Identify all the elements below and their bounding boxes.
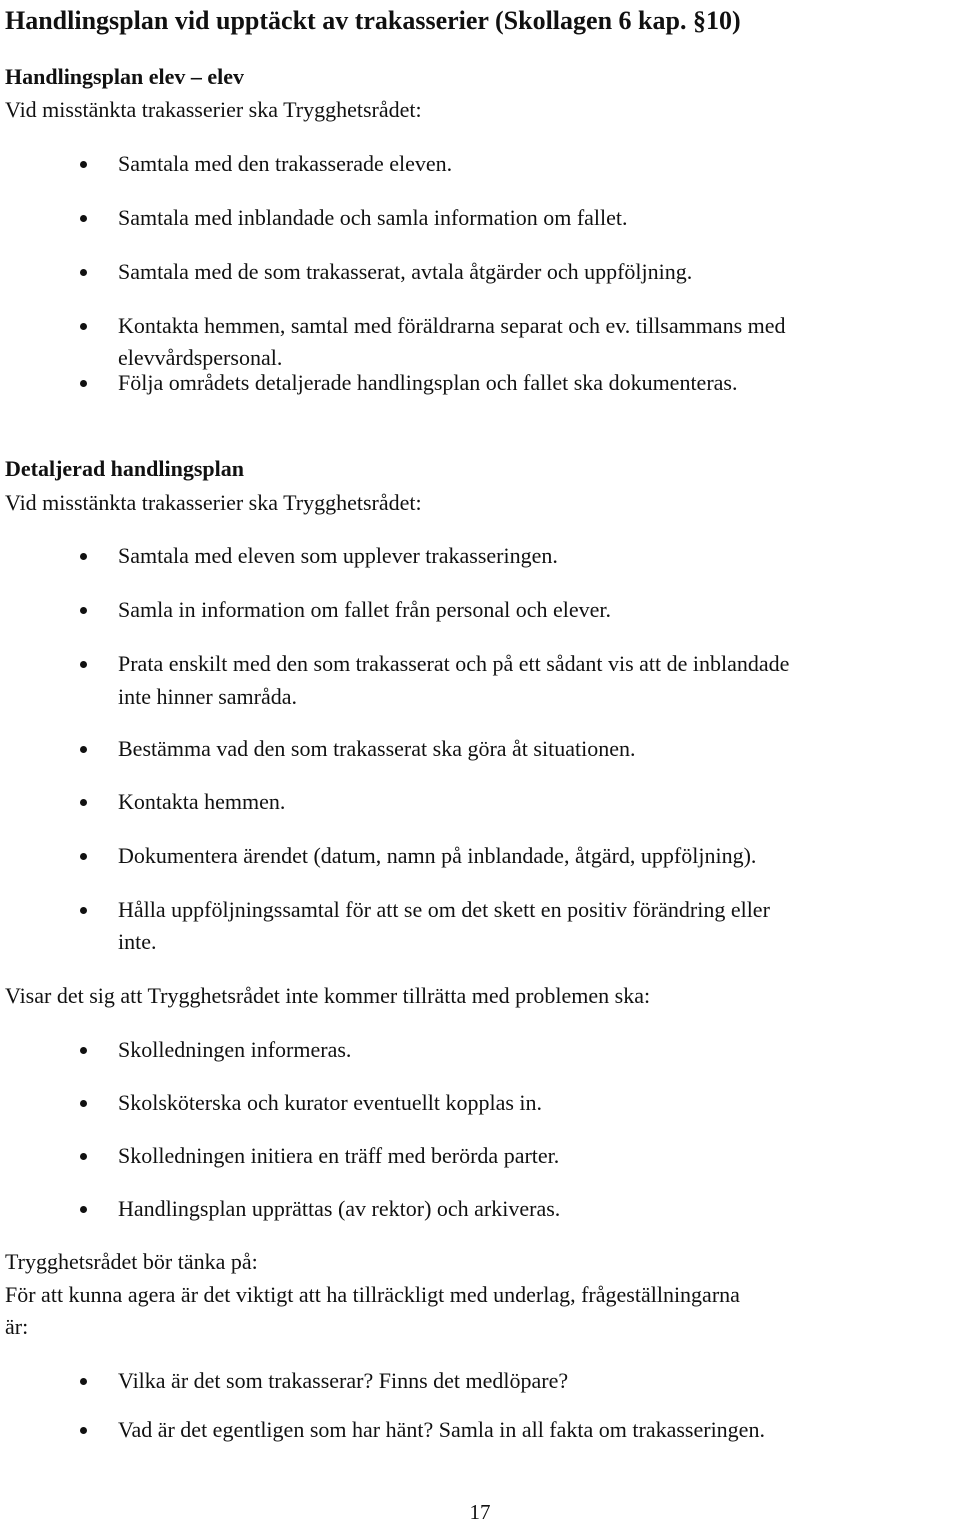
- section-intro-continuation: är:: [5, 1314, 29, 1339]
- bullet-icon: [80, 907, 87, 914]
- list-item-text: Hålla uppföljningssamtal för att se om det skett en positiv förändring eller: [118, 897, 770, 922]
- list-item-text: Skolledningen initiera en träff med berörda parter.: [118, 1143, 560, 1168]
- list-item-text: inte.: [118, 929, 157, 954]
- bullet-icon: [80, 607, 87, 614]
- section-heading-tanka-pa: Trygghetsrådet bör tänka på:: [5, 1249, 258, 1274]
- list-item-text: Vilka är det som trakasserar? Finns det medlöpare?: [118, 1368, 569, 1393]
- bullet-icon: [80, 746, 87, 753]
- section-heading-elev-elev: Handlingsplan elev – elev: [5, 64, 244, 89]
- page-number: 17: [469, 1500, 491, 1524]
- bullet-icon: [80, 323, 87, 330]
- bullet-icon: [80, 380, 87, 387]
- list-item-text: Prata enskilt med den som trakasserat och på ett sådant vis att de inblandade: [118, 651, 790, 676]
- list-item-text: Vad är det egentligen som har hänt? Samla in all fakta om trakasseringen.: [118, 1417, 765, 1442]
- bullet-icon: [80, 1100, 87, 1107]
- bullet-icon: [80, 1153, 87, 1160]
- list-item-text: Kontakta hemmen, samtal med föräldrarna separat och ev. tillsammans med: [118, 313, 786, 338]
- list-item-text: Samtala med inblandade och samla information om fallet.: [118, 205, 628, 230]
- list-item-text: Skolledningen informeras.: [118, 1037, 352, 1062]
- bullet-icon: [80, 553, 87, 560]
- list-item-text: Bestämma vad den som trakasserat ska göra åt situationen.: [118, 736, 636, 761]
- section-intro: Visar det sig att Trygghetsrådet inte kommer tillrätta med problemen ska:: [5, 983, 651, 1008]
- bullet-icon: [80, 1378, 87, 1385]
- bullet-icon: [80, 215, 87, 222]
- section-heading-detaljerad: Detaljerad handlingsplan: [5, 456, 244, 481]
- list-item-text: Följa områdets detaljerade handlingsplan och fallet ska dokumenteras.: [118, 370, 738, 395]
- list-item-text: Samla in information om fallet från personal och elever.: [118, 597, 612, 622]
- list-item-text: Samtala med den trakasserade eleven.: [118, 151, 453, 176]
- list-item-text: inte hinner samråda.: [118, 684, 297, 709]
- bullet-icon: [80, 269, 87, 276]
- bullet-icon: [80, 1427, 87, 1434]
- list-item-text: Samtala med eleven som upplever trakasseringen.: [118, 543, 558, 568]
- section-intro: Vid misstänkta trakasserier ska Trygghetsrådet:: [5, 490, 422, 515]
- bullet-icon: [80, 161, 87, 168]
- list-item-text: Kontakta hemmen.: [118, 789, 286, 814]
- list-item-text: Skolsköterska och kurator eventuellt kopplas in.: [118, 1090, 543, 1115]
- list-item-text: elevvårdspersonal.: [118, 345, 283, 370]
- bullet-icon: [80, 1047, 87, 1054]
- section-intro: Vid misstänkta trakasserier ska Trygghetsrådet:: [5, 97, 422, 122]
- bullet-icon: [80, 1206, 87, 1213]
- list-item-text: Samtala med de som trakasserat, avtala åtgärder och uppföljning.: [118, 259, 693, 284]
- list-item-text: Handlingsplan upprättas (av rektor) och arkiveras.: [118, 1196, 561, 1221]
- bullet-icon: [80, 661, 87, 668]
- list-item-text: Dokumentera ärendet (datum, namn på inblandade, åtgärd, uppföljning).: [118, 843, 757, 868]
- page-title: Handlingsplan vid upptäckt av trakasserier (Skollagen 6 kap. §10): [5, 6, 741, 35]
- section-intro: För att kunna agera är det viktigt att ha tillräckligt med underlag, frågeställningarna: [5, 1282, 740, 1307]
- bullet-icon: [80, 799, 87, 806]
- bullet-icon: [80, 853, 87, 860]
